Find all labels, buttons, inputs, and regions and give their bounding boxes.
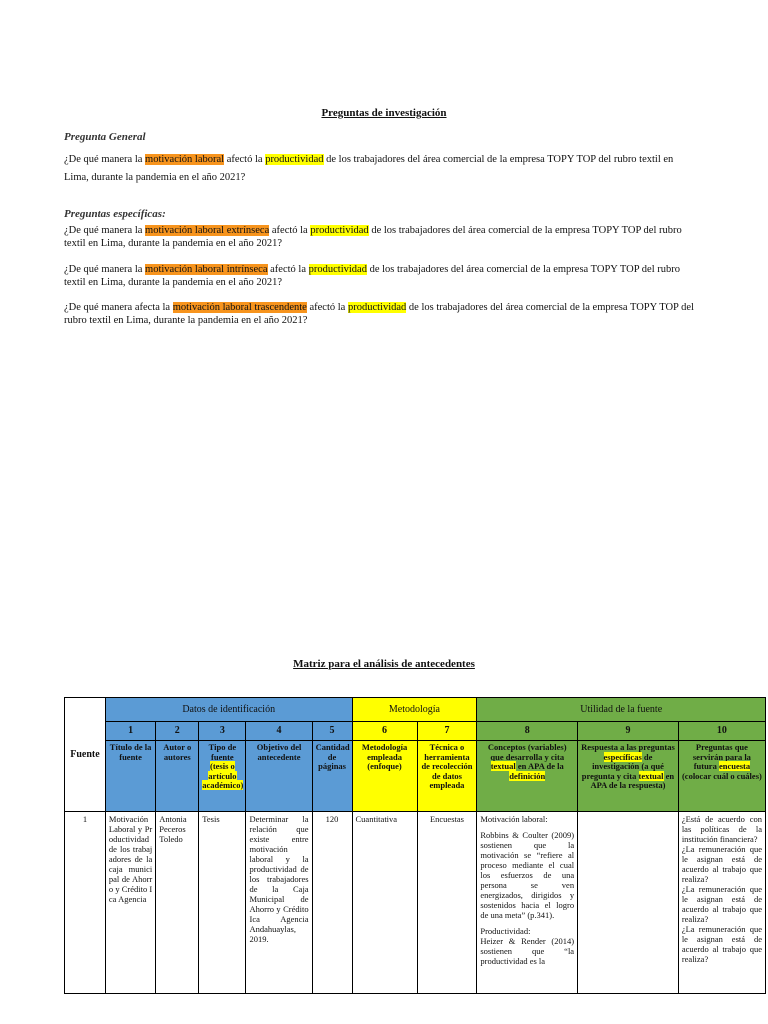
question-text: ¿De qué manera la [64,225,146,236]
question-text: afectó la [269,225,311,236]
col-number: 8 [477,722,578,741]
cell-tipo: Tesis [199,812,246,994]
col-number: 5 [312,722,352,741]
col-number: 6 [352,722,417,741]
cell-metodologia: Cuantitativa [352,812,417,994]
survey-question: ¿La remuneración que le asignan está de acuerdo al trabajo que realiza? [681,924,762,964]
group-identificacion: Datos de identificación [105,698,352,722]
header-text: Preguntas que servirán para la futura [692,742,751,771]
cell-autor: Antonia Peceros Toledo [156,812,199,994]
header-preguntas [678,741,765,812]
question-text: ¿De qué manera la [64,154,146,165]
survey-question: ¿Está de acuerdo con las políticas de la institución financiera? [681,814,762,844]
header-text: (colocar cuál o cuáles) [681,770,762,781]
table-row [65,812,766,994]
col-number: 9 [578,722,679,741]
header-text: Tipo de fuente [208,742,237,762]
cell-paginas: 120 [312,812,352,994]
concept-label: Motivación laboral: [480,814,548,824]
cell-fuente-num: 1 [65,812,106,994]
col-number: 7 [417,722,477,741]
specific-question-3 [64,302,694,327]
highlight-variable: productividad [310,225,369,236]
cell-tecnica: Encuestas [417,812,477,994]
question-text: ¿De qué manera la [64,264,146,275]
header-autor: Autor o autores [156,741,199,812]
cell-titulo: Motivación Laboral y Productividad de los trabajadores de la caja municipal de Ahorro y Crédito Ica Agencia [105,812,155,994]
col-number: 4 [246,722,312,741]
header-paginas: Cantidad de páginas [312,741,352,812]
header-highlight: (tesis o artículo académico) [202,761,244,790]
header-text: de investigación (a qué pregunta y cita [581,751,664,781]
group-utilidad: Utilidad de la fuente [477,698,766,722]
general-question-label: Pregunta General [64,131,146,143]
survey-question: ¿La remuneración que le asignan está de acuerdo al trabajo que realiza? [681,884,762,924]
header-titulo: Título de la fuente [105,741,155,812]
specific-question-2 [64,264,694,289]
general-question [64,151,694,187]
header-metodologia: Metodología empleada (enfoque) [352,741,417,812]
col-number: 1 [105,722,155,741]
highlight-variable: productividad [308,264,367,275]
header-text: Conceptos (variables) que desarrolla y cita [487,742,567,762]
concept-citation: Robbins & Coulter (2009) sostienen que la motivación se “refiere al proceso mediante el cual los esfuerzos de una persona se ven energizados, dirigidos y sostenidos hacia el logro de una meta” (p.341). [480,830,575,920]
header-tecnica: Técnica o herramienta de recolección de datos empleada [417,741,477,812]
col-number: 10 [678,722,765,741]
specific-questions-label: Preguntas específicas: [64,208,166,220]
concept-label: Productividad: [480,926,531,936]
header-text: en APA de la respuesta) [590,770,675,790]
highlight-variable: motivación laboral intrínseca [145,264,268,275]
header-text: Respuesta a las preguntas [581,742,675,752]
group-metodologia: Metodología [352,698,477,722]
col-number: 3 [199,722,246,741]
header-highlight: definición [509,770,546,781]
question-text: de los trabajadores del área comercial de la empresa TOPY TOP del rubro textil en Lima, durante la pandemia en el año 2021? [64,154,674,183]
highlight-variable: productividad [265,154,324,165]
question-text: afectó la [224,154,266,165]
header-highlight: textual [638,770,664,781]
matrix-title: Matriz para el análisis de antecedentes [293,658,475,670]
question-text: de los trabajadores del área comercial de la empresa TOPY TOP del rubro textil en Lima, durante la pandemia en el año 2021? [64,264,680,288]
question-text: de los trabajadores del área comercial de la empresa TOPY TOP del rubro textil en Lima, durante la pandemia en el año 2021? [64,225,682,249]
header-tipo [199,741,246,812]
header-respuesta [578,741,679,812]
antecedents-matrix [64,697,766,994]
header-text: en APA de la [515,761,564,771]
fuente-header: Fuente [65,698,106,812]
question-text: ¿De qué manera afecta la [64,302,173,313]
question-text: afectó la [267,264,309,275]
header-conceptos [477,741,578,812]
question-text: afectó la [306,302,348,313]
header-highlight: textual [490,761,516,771]
highlight-variable: motivación laboral trascendente [172,302,307,313]
highlight-variable: motivación laboral [145,154,225,165]
research-questions-title: Preguntas de investigación [321,107,447,119]
header-highlight: específicas [603,751,642,762]
cell-respuesta [578,812,679,994]
header-highlight: encuesta [718,761,751,771]
highlight-variable: productividad [347,302,407,313]
header-objetivo: Objetivo del antecedente [246,741,312,812]
cell-preguntas [678,812,765,994]
cell-conceptos [477,812,578,994]
concept-citation: Heizer & Render (2014) sostienen que “la productividad es la [480,936,575,966]
highlight-variable: motivación laboral extrínseca [145,225,270,236]
cell-objetivo: Determinar la relación que existe entre motivación laboral y la productividad de los trabajadores de la Caja Municipal de Ahorro y Crédito Ica Agencia Andahuaylas, 2019. [246,812,312,994]
question-text: de los trabajadores del área comercial de la empresa TOPY TOP del rubro textil en Lima, durante la pandemia en el año 2021? [64,302,694,326]
col-number: 2 [156,722,199,741]
survey-question: ¿La remuneración que le asignan está de acuerdo al trabajo que realiza? [681,844,762,884]
specific-question-1 [64,225,694,250]
